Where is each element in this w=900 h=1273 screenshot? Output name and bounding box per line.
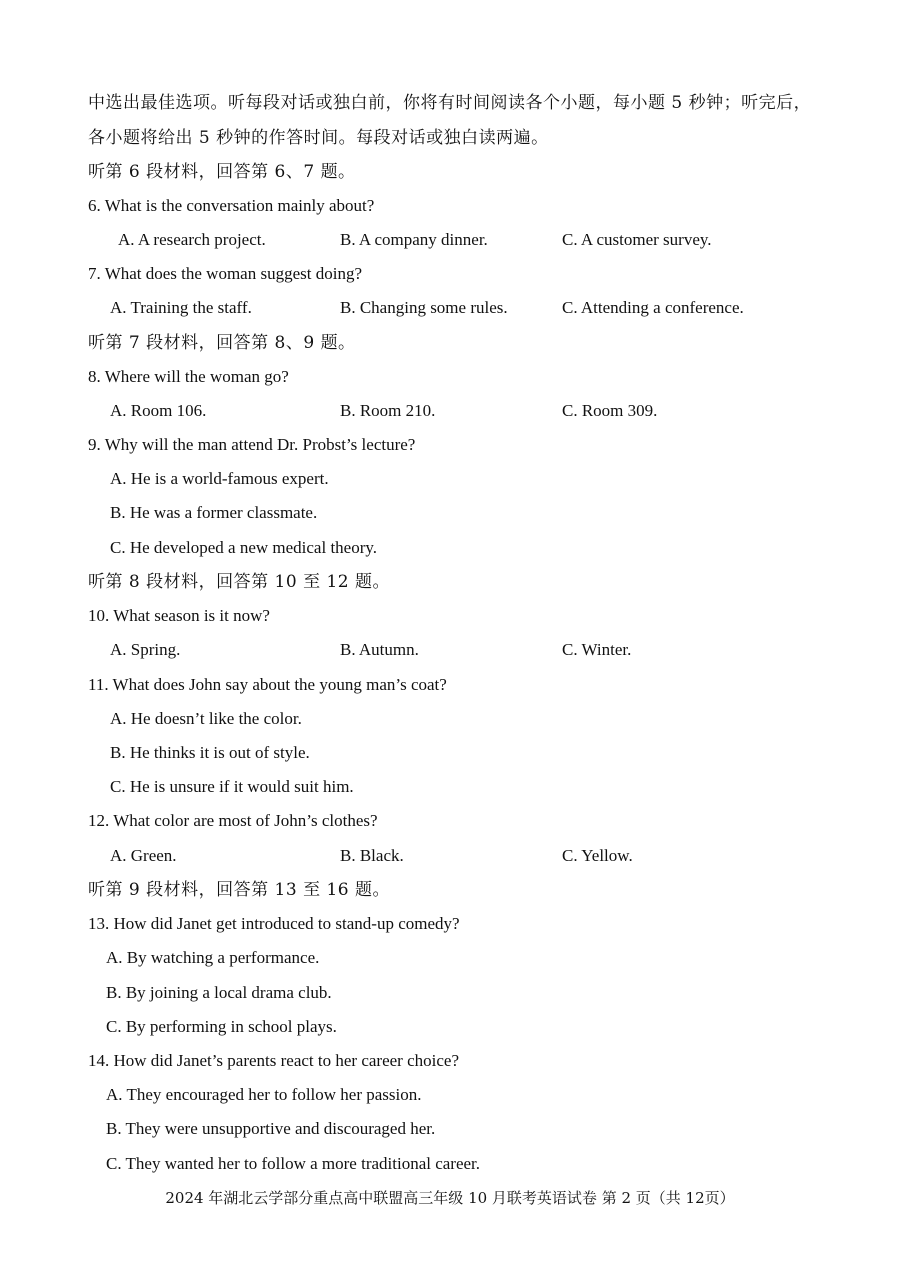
section-heading-6: 听第 6 段材料，回答第 6、7 题。 xyxy=(88,162,356,182)
question-11-stem: 11. What does John say about the young man’s coat? xyxy=(88,675,447,694)
question-9-option-b[interactable]: B. He was a former classmate. xyxy=(110,503,318,522)
page-footer: 2024 年湖北云学部分重点高中联盟高三年级 10 月联考英语试卷 第 2 页（共 12页） xyxy=(165,1189,735,1207)
question-13-stem: 13. How did Janet get introduced to stand-up comedy? xyxy=(88,914,460,933)
question-9-stem: 9. Why will the man attend Dr. Probst’s lecture? xyxy=(88,435,416,454)
question-8-stem: 8. Where will the woman go? xyxy=(88,367,289,386)
question-8-option-b[interactable]: B. Room 210. xyxy=(340,401,436,420)
question-7-stem: 7. What does the woman suggest doing? xyxy=(88,264,363,283)
question-11-option-b[interactable]: B. He thinks it is out of style. xyxy=(110,743,310,762)
question-7-option-a[interactable]: A. Training the staff. xyxy=(110,298,252,317)
question-8-option-a[interactable]: A. Room 106. xyxy=(110,401,207,420)
question-13-option-c[interactable]: C. By performing in school plays. xyxy=(106,1017,337,1036)
question-12-option-a[interactable]: A. Green. xyxy=(110,846,177,865)
section-heading-9: 听第 9 段材料，回答第 13 至 16 题。 xyxy=(88,880,391,900)
question-14-option-c[interactable]: C. They wanted her to follow a more traditional career. xyxy=(106,1154,481,1173)
question-13-option-a[interactable]: A. By watching a performance. xyxy=(106,948,320,967)
question-12-stem: 12. What color are most of John’s clothes? xyxy=(88,811,378,830)
section-heading-7: 听第 7 段材料，回答第 8、9 题。 xyxy=(88,333,356,353)
question-10-stem: 10. What season is it now? xyxy=(88,606,270,625)
question-9-option-c[interactable]: C. He developed a new medical theory. xyxy=(110,538,378,557)
question-10-option-c[interactable]: C. Winter. xyxy=(562,640,632,659)
question-10-option-b[interactable]: B. Autumn. xyxy=(340,640,419,659)
question-6-option-c[interactable]: C. A customer survey. xyxy=(562,230,712,249)
question-7-option-b[interactable]: B. Changing some rules. xyxy=(340,298,508,317)
question-13-option-b[interactable]: B. By joining a local drama club. xyxy=(106,983,332,1002)
question-8-option-c[interactable]: C. Room 309. xyxy=(562,401,658,420)
question-14-option-b[interactable]: B. They were unsupportive and discouraged her. xyxy=(106,1119,436,1138)
question-12-option-c[interactable]: C. Yellow. xyxy=(562,846,633,865)
question-9-option-a[interactable]: A. He is a world-famous expert. xyxy=(110,469,329,488)
question-11-option-c[interactable]: C. He is unsure if it would suit him. xyxy=(110,777,354,796)
question-14-option-a[interactable]: A. They encouraged her to follow her passion. xyxy=(106,1085,422,1104)
instruction-line-1: 中选出最佳选项。听每段对话或独白前，你将有时间阅读各个小题，每小题 5 秒钟；听完后， xyxy=(88,93,812,113)
question-10-option-a[interactable]: A. Spring. xyxy=(110,640,181,659)
question-7-option-c[interactable]: C. Attending a conference. xyxy=(562,298,744,317)
question-6-option-b[interactable]: B. A company dinner. xyxy=(340,230,488,249)
question-12-option-b[interactable]: B. Black. xyxy=(340,846,404,865)
question-6-option-a[interactable]: A. A research project. xyxy=(118,230,266,249)
section-heading-8: 听第 8 段材料，回答第 10 至 12 题。 xyxy=(88,572,391,592)
instruction-line-2: 各小题将给出 5 秒钟的作答时间。每段对话或独白读两遍。 xyxy=(88,128,549,148)
question-6-stem: 6. What is the conversation mainly about? xyxy=(88,196,375,215)
question-14-stem: 14. How did Janet’s parents react to her career choice? xyxy=(88,1051,459,1070)
question-11-option-a[interactable]: A. He doesn’t like the color. xyxy=(110,709,302,728)
